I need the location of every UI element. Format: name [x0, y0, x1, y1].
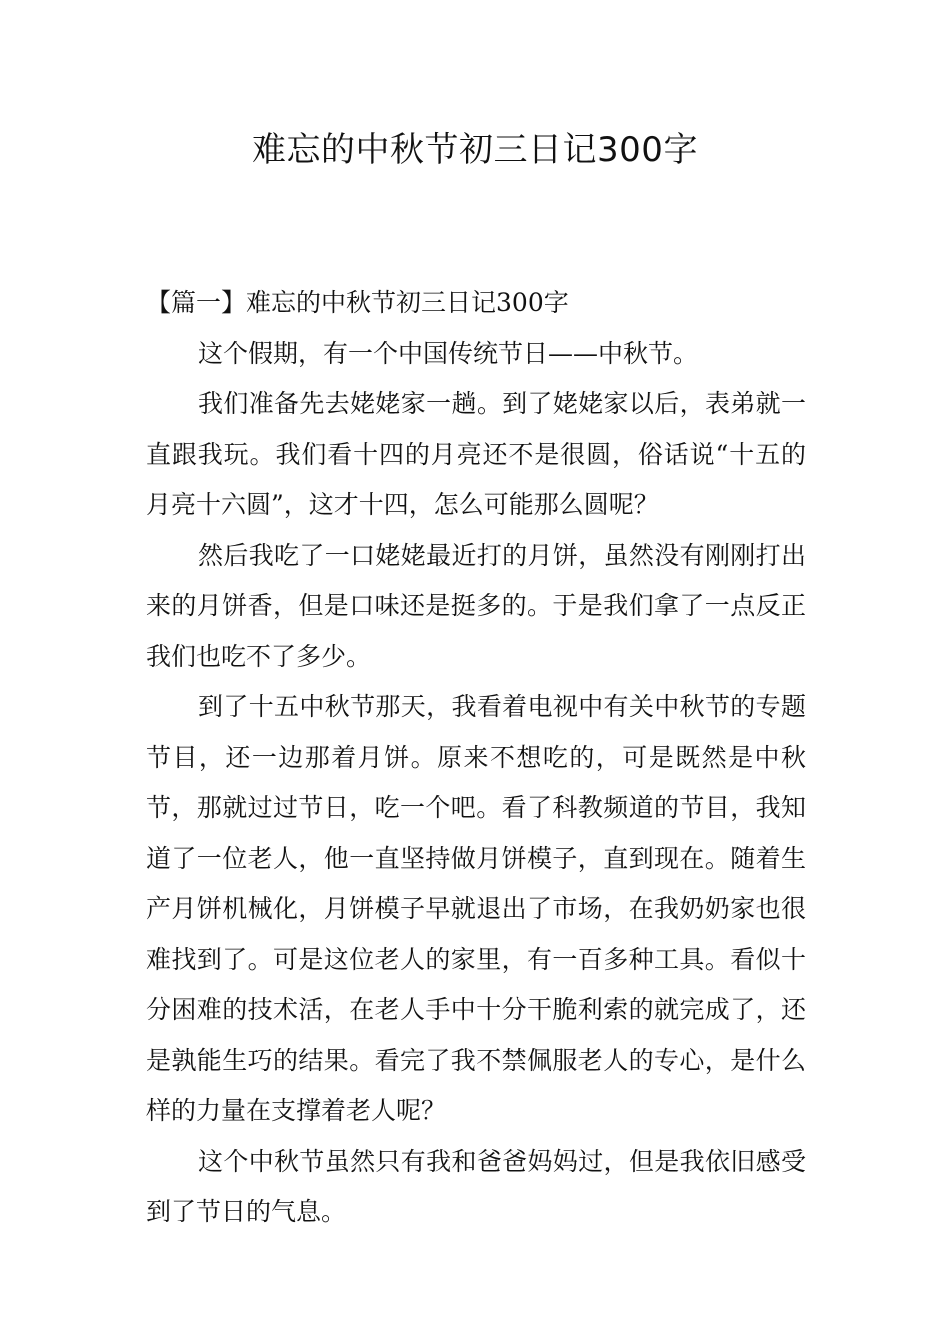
paragraph-5: 这个中秋节虽然只有我和爸爸妈妈过，但是我依旧感受到了节日的气息。 [146, 1146, 806, 1226]
paragraph-3: 然后我吃了一口姥姥最近打的月饼，虽然没有刚刚打出来的月饼香，但是口味还是挺多的。于是我们拿了一点反正我们也吃不了多少。 [146, 540, 806, 671]
section-heading: 【篇一】难忘的中秋节初三日记300字 [146, 288, 569, 317]
paragraph-4: 到了十五中秋节那天，我看着电视中有关中秋节的专题节目，还一边那着月饼。原来不想吃的，可是既然是中秋节，那就过过节日，吃一个吧。看了科教频道的节目，我知道了一位老人，他一直坚持做月饼模子，直到现在。随着生产月饼机械化，月饼模子早就退出了市场，在我奶奶家也很难找到了。可是这位老人的家里，有一百多种工具。看似十分困难的技术活，在老人手中十分干脆利索的就完成了，还是孰能生巧的结果。看完了我不禁佩服老人的专心，是什么样的力量在支撑着老人呢？ [146, 692, 806, 1125]
paragraph-2: 我们准备先去姥姥家一趟。到了姥姥家以后，表弟就一直跟我玩。我们看十四的月亮还不是很圆，俗话说“十五的月亮十六圆”，这才十四，怎么可能那么圆呢？ [146, 389, 806, 519]
document-body [146, 278, 806, 1238]
document-title: 难忘的中秋节初三日记300字 [252, 130, 698, 170]
paragraph-1: 这个假期，有一个中国传统节日——中秋节。 [198, 338, 699, 368]
